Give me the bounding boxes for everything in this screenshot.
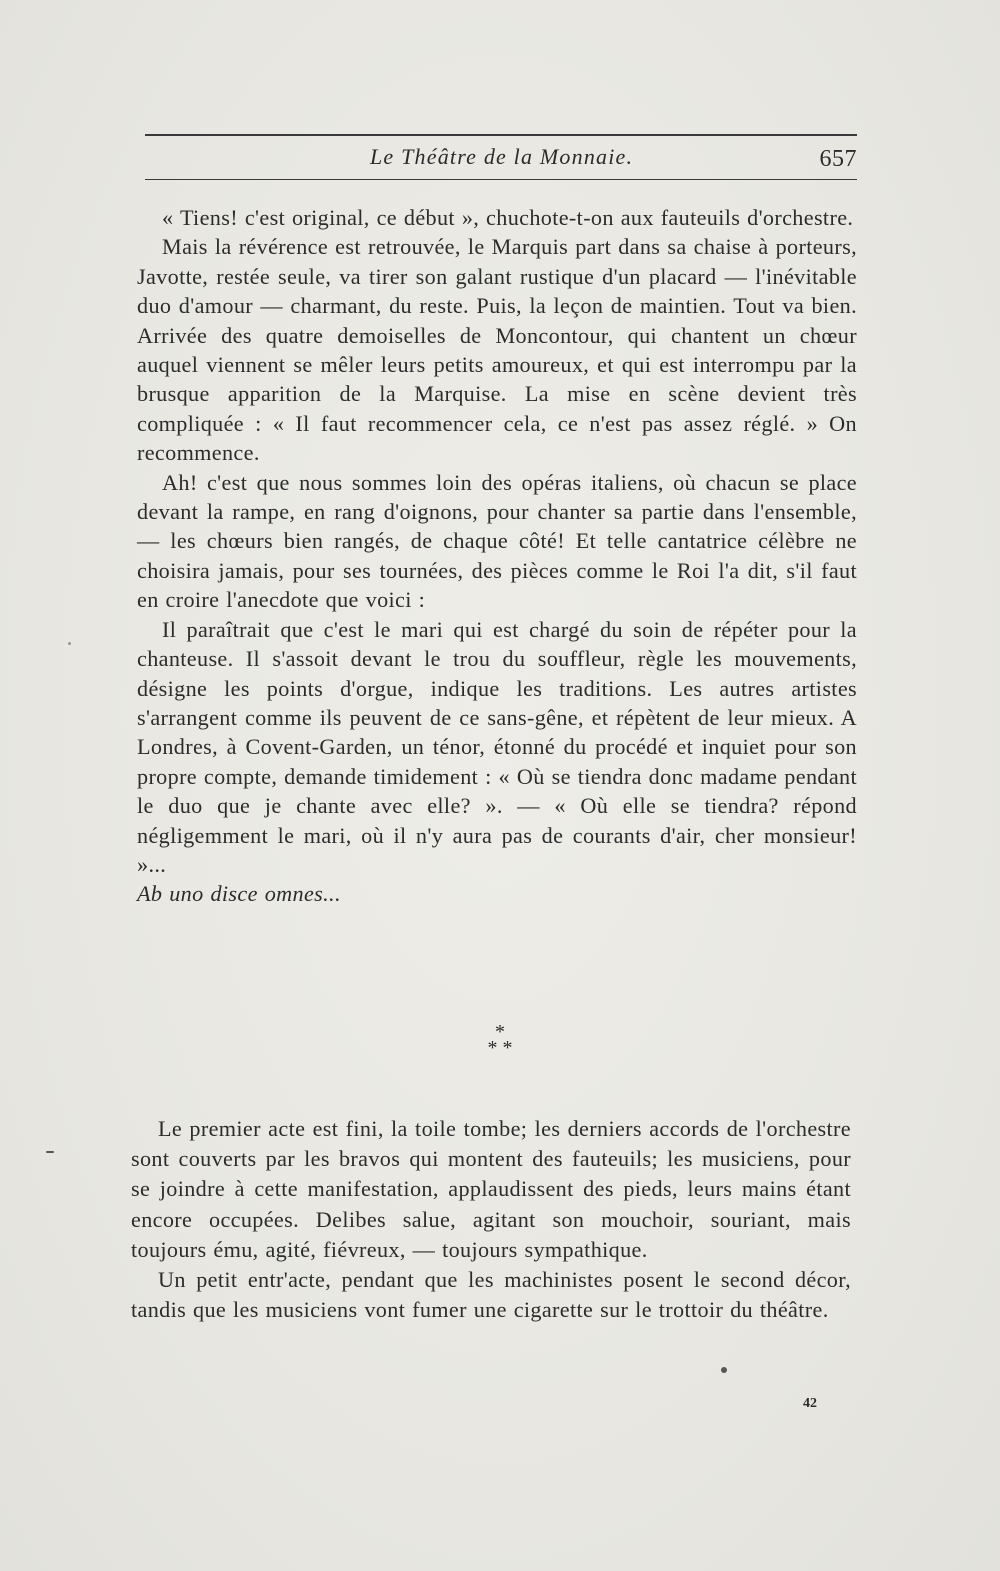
header-rule-bottom: [145, 179, 857, 180]
paragraph: « Tiens! c'est original, ce début », chuchote-t-on aux fauteuils d'orchestre.: [162, 205, 854, 230]
paragraph: Ah! c'est que nous sommes loin des opéras italiens, où chacun se place devant la rampe, en rang d'oignons, pour chanter sa partie dans l'ensemble, — les chœurs bien rangés, de chaque côté! Et telle cantatrice célèbre ne choisira jamais, pour ses tournées, des pièces comme le Roi l'a dit, s'il faut en croire l'anecdote que voici :: [137, 469, 857, 613]
paragraph: Le premier acte est fini, la toile tombe; les derniers accords de l'orchestre sont couverts par les bravos qui montent des fauteuils; les musiciens, pour se joindre à cette manifestation, applaudissent des pieds, leurs mains étant encore occupées. Delibes salue, agitant son mouchoir, souriant, mais toujours ému, agité, fiévreux, — toujours sympathique.: [131, 1116, 851, 1262]
ink-speck: [46, 1151, 54, 1153]
asterism-separator: [460, 1021, 540, 1059]
ink-speck: [68, 642, 71, 645]
asterism-bottom: * *: [487, 1037, 513, 1059]
running-head: [145, 140, 857, 176]
asterism-top: *: [495, 1021, 505, 1043]
paragraph: Il paraîtrait que c'est le mari qui est chargé du soin de répéter pour la chanteuse. Il s'assoit devant le trou du souffleur, règle les mouvements, désigne les points d'orgue, indique les traditions. Les autres artistes s'arrangent comme ils peuvent de ce sans-gêne, et répètent de leur mieux. A Londres, à Covent-Garden, un ténor, étonné du procédé et inquiet pour son propre compte, demande timidement : « Où se tiendra donc madame pendant le duo que je chante avec elle? ». — « Où elle se tiendra? répond négligemment le mari, où il n'y aura pas de courants d'air, cher monsieur! »...: [137, 616, 857, 877]
running-title: Le Théâtre de la Monnaie.: [370, 144, 634, 169]
printer-signature-mark: 42: [803, 1396, 817, 1411]
page-number: 657: [819, 146, 857, 172]
paragraph: Mais la révérence est retrouvée, le Marquis part dans sa chaise à porteurs, Javotte, restée seule, va tirer son galant rustique d'un placard — l'inévitable duo d'amour — charmant, du reste. Puis, la leçon de maintien. Tout va bien. Arrivée des quatre demoiselles de Moncontour, qui chantent un chœur auquel viennent se mêler leurs petits amoureux, et qui est interrompu par la brusque apparition de la Marquise. La mise en scène devient très compliquée : « Il faut recommencer cela, ce n'est pas assez réglé. » On recommence.: [137, 234, 857, 466]
section-one-text: [137, 203, 857, 909]
header-rule-top: [145, 134, 857, 136]
section-two-text: [131, 1114, 851, 1325]
latin-closing: Ab uno disce omnes...: [137, 881, 341, 907]
paragraph: Un petit entr'acte, pendant que les machinistes posent le second décor, tandis que les musiciens vont fumer une cigarette sur le trottoir du théâtre.: [131, 1267, 851, 1323]
ink-speck: [721, 1367, 727, 1373]
